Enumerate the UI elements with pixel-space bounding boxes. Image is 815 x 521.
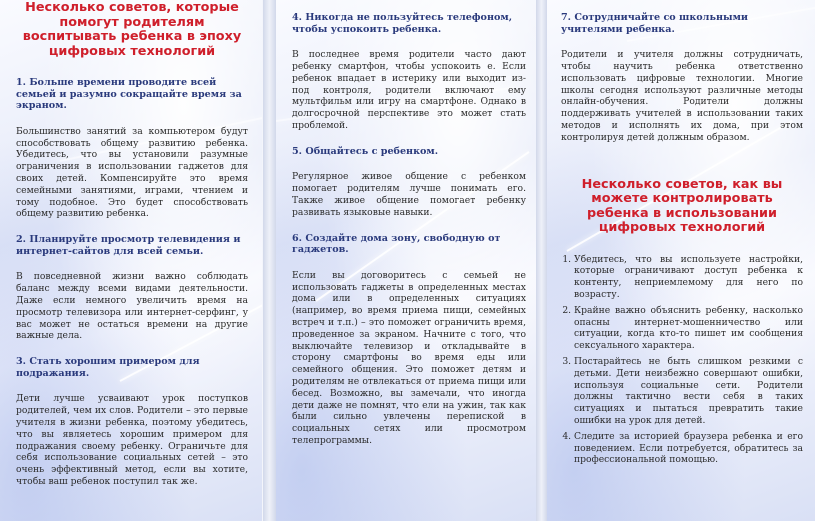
section-text-5: Регулярное живое общение с ребенком помогает родителям лучше понимать его. Также живое общение помогает ребенку развивать языковые навыки. bbox=[292, 171, 526, 218]
section-text-7: Родители и учителя должны сотрудничать, чтобы научить ребенка ответственно использовать цифровые технологии. Многие школы сегодня используют различные методы онлайн-обучения. Родители должны поддерживать учителей в использовании таких методов и исполнять их дома, при этом контролируя детей должным образом. bbox=[561, 49, 803, 143]
brochure-panel-middle bbox=[276, 0, 536, 521]
section-heading-3: 3. Стать хорошим примером для подражания. bbox=[16, 356, 200, 379]
section-text-1: Большинство занятий за компьютером будут способствовать общему развитию ребенка. Убедитесь, что вы установили разумные ограничения в использовании гаджетов для своих детей. Компенсируйте это время семейными занятиями, играми, чтением и тому подобное. Это будет способствовать общему развитию ребенка. bbox=[16, 125, 248, 220]
list-item: 3. Постарайтесь не быть слишком резкими с детьми. Дети неизбежно совершают ошибки, используя социальные сети. Родители должны тактично вести себя в таких ситуациях и пытаться превратить такие ошибки на урок для детей. bbox=[574, 356, 803, 427]
section-heading-2: 2. Планируйте просмотр телевидения и интернет-сайтов для всей семьи. bbox=[16, 234, 241, 257]
section-text-6: Если вы договоритесь с семьей не использовать гаджеты в определенных местах дома или в определенных ситуациях (например, во время приема пищи, семейных встреч и т.п.) – это поможет ограничить время, проведенное за экраном. Начните с того, что выключайте телевизор и откладывайте в сторону смартфоны во время еды или семейного общения. Это поможет детям и родителям не отвлекаться от приема пищи или бесед. Возможно, вы замечали, что иногда дети даже не помнят, что ели на ужин, так как были сильно увлечены перепиской в социальных сетях или просмотром телепрограммы. bbox=[292, 269, 526, 446]
page-fold bbox=[536, 0, 547, 521]
section-heading-1: 1. Больше времени проводите всей семьей и разумно сокращайте время за экраном. bbox=[16, 77, 242, 112]
section-heading-4: 4. Никогда не пользуйтесь телефоном, чтобы успокоить ребенка. bbox=[292, 12, 513, 35]
section-heading-6: 6. Создайте дома зону, свободную от гаджетов. bbox=[292, 232, 501, 256]
page-fold bbox=[263, 0, 276, 521]
section-title-control: Несколько советов, как вы можете контролировать ребенка в использовании цифровых технологий bbox=[581, 176, 783, 236]
brochure-panel-right bbox=[547, 0, 815, 521]
list-item: 1. Убедитесь, что вы используете настройки, которые ограничивают доступ ребенка к контенту, неприемлемому для него по возрасту. bbox=[574, 254, 803, 301]
tips-list bbox=[561, 254, 803, 467]
section-text-2: В повседневной жизни важно соблюдать баланс между всеми видами деятельности. Даже если немного увеличить время на просмотр телевизора или интернет-серфинг, у вас может не остаться времени на другие важные дела. bbox=[16, 271, 248, 342]
list-item: 4. Следите за историей браузера ребенка и его поведением. Если потребуется, обратитесь за профессиональной помощью. bbox=[574, 431, 803, 466]
section-heading-5: 5. Общайтесь с ребенком. bbox=[292, 145, 439, 157]
brochure-panel-left bbox=[0, 0, 262, 521]
section-text-3: Дети лучше усваивают урок поступков родителей, чем их слов. Родители – это первые учителя в жизни ребенка, поэтому убедитесь, что вы являетесь хорошим примером для подражания своему ребенку. Ограничьте для себя использование социальных сетей – это очень эффективный метод, если вы хотите, чтобы ваш ребенок поступил так же. bbox=[16, 393, 248, 487]
section-heading-7: 7. Сотрудничайте со школьными учителями ребенка. bbox=[561, 12, 749, 35]
list-item: 2. Крайне важно объяснить ребенку, насколько опасны интернет-мошенничество или ситуации, когда кто-то пишет им сообщения сексуального характера. bbox=[574, 305, 803, 352]
section-text-4: В последнее время родители часто дают ребенку смартфон, чтобы успокоить е. Если ребенок впадает в истерику или выходит из-под контроля, родители включают ему мультфильм или игру на смартфоне. Однако в долгосрочной перспективе это может стать проблемой. bbox=[292, 49, 526, 131]
page-title: Несколько советов, которые помогут родителям воспитывать ребенка в эпоху цифровых технологий bbox=[22, 0, 242, 59]
